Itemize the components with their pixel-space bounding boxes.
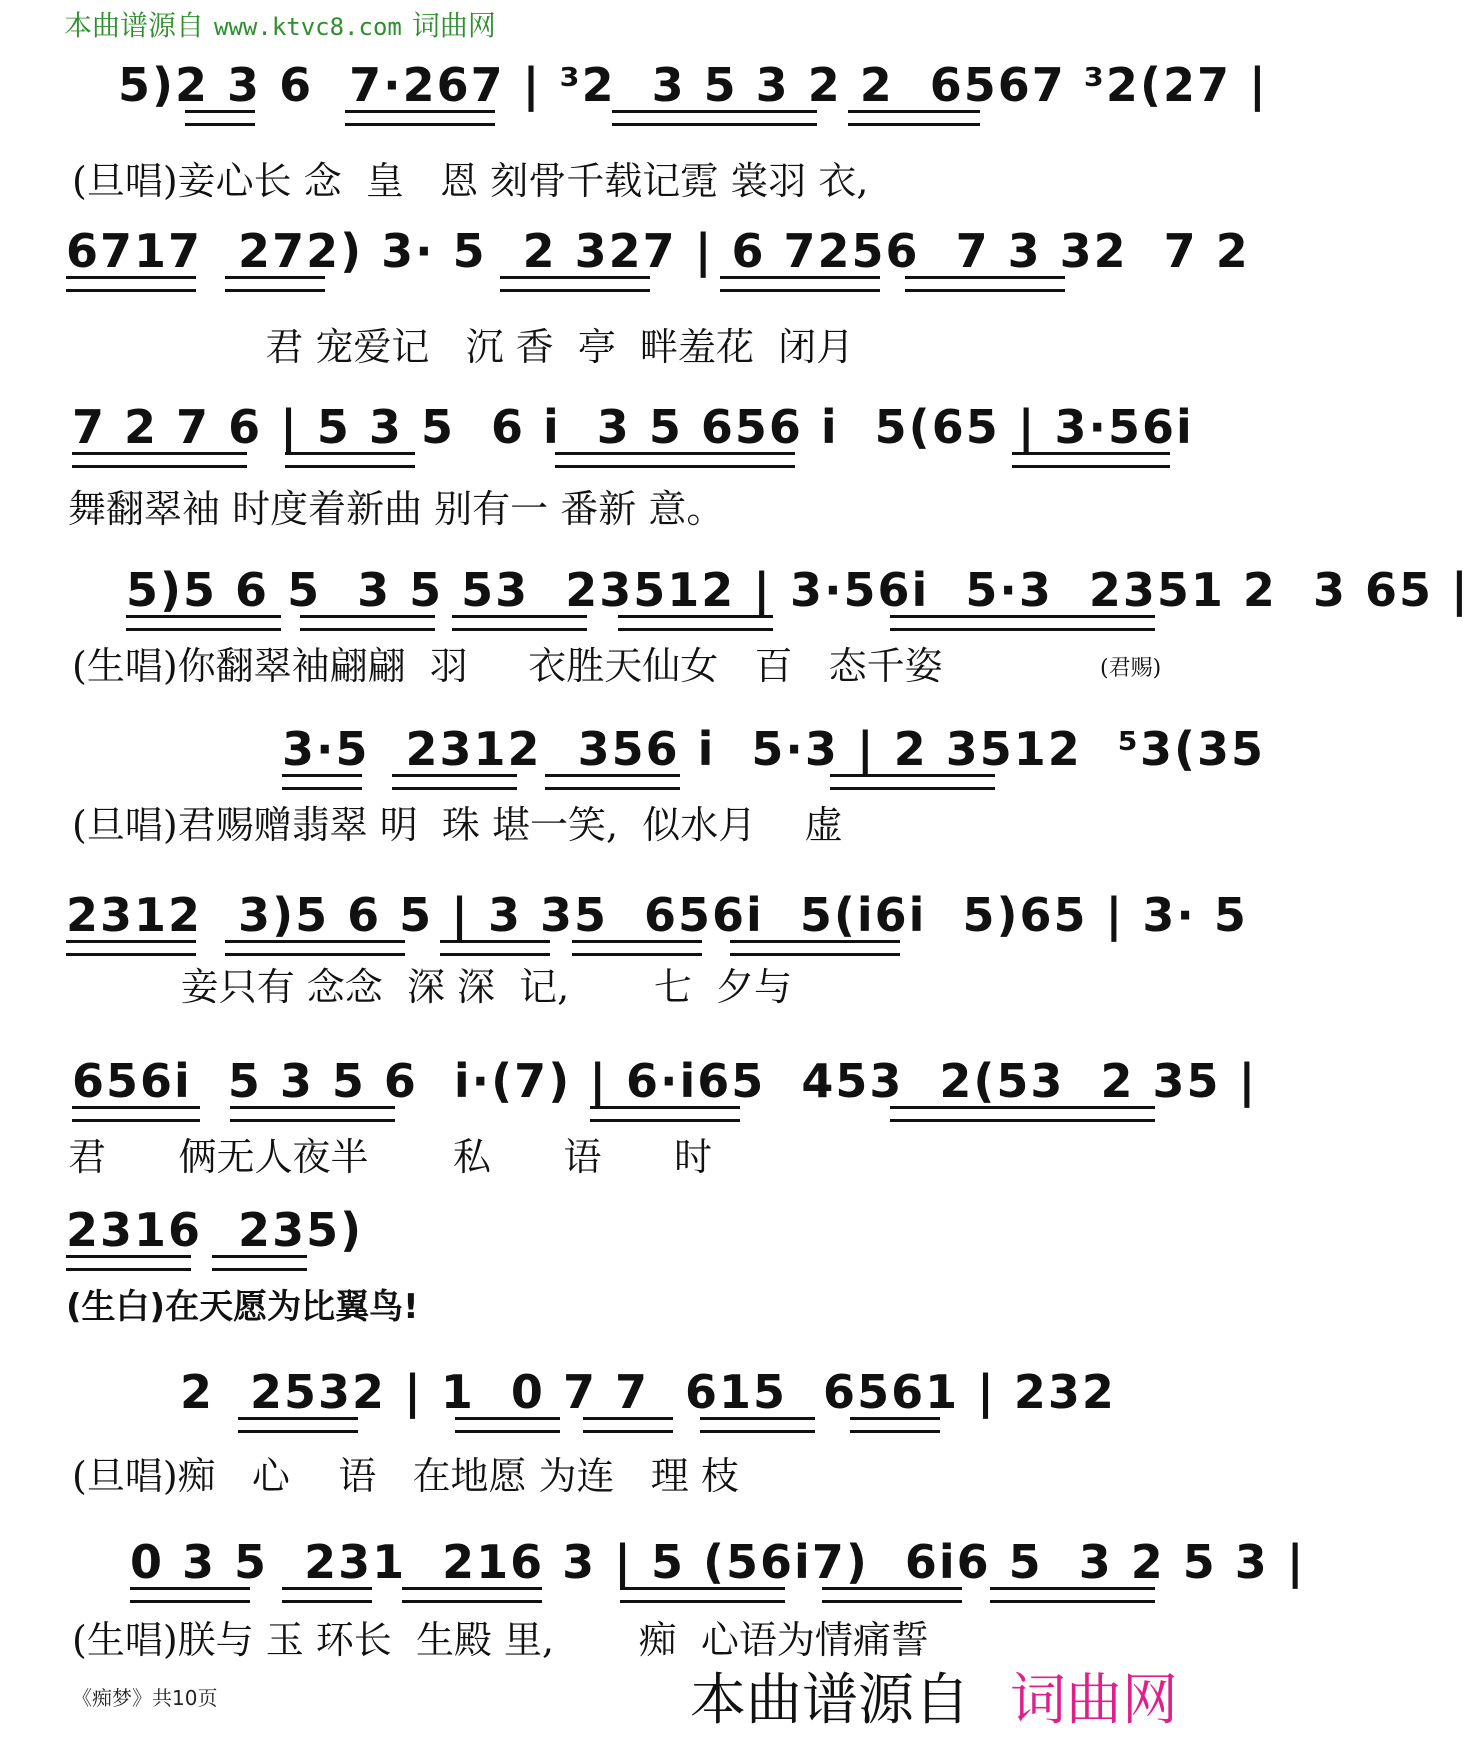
beam-lines: [545, 774, 680, 790]
lyric-line: (旦唱)妾心长 念 皇 恩 刻骨千载记霓 裳羽 衣,: [72, 159, 869, 203]
beam-lines: [282, 1587, 372, 1603]
annotation-small: (君赐): [1100, 656, 1162, 681]
beam-lines: [720, 276, 880, 292]
beam-lines: [230, 1106, 395, 1122]
beam-lines: [66, 940, 196, 956]
beam-lines: [225, 940, 405, 956]
beam-lines: [66, 276, 196, 292]
beam-lines: [890, 615, 1155, 631]
notation-line: 7 2 7 6 | 5 3 5 6 i 3 5 656 i 5(65 | 3·56i: [72, 400, 1194, 454]
lyric-line: (生唱)你翻翠袖翩翩 羽 衣胜天仙女 百 态千姿: [72, 644, 943, 688]
beam-lines: [612, 110, 817, 126]
beam-lines: [212, 1255, 307, 1271]
notation-line: 6717 272) 3· 5 2 327 | 6 7256 7 3 32 7 2: [66, 224, 1250, 278]
header-site-name: 词曲网: [411, 9, 496, 42]
header-source-text: 本曲谱源自: [64, 9, 205, 42]
lyric-line: 君 宠爱记 沉 香 亭 畔羞花 闭月: [72, 325, 855, 369]
beam-lines: [238, 1417, 358, 1433]
beam-lines: [130, 1587, 250, 1603]
notation-line: 2312 3)5 6 5 | 3 35 656i 5(i6i 5)65 | 3· 5: [66, 888, 1248, 942]
lyric-line: (旦唱)君赐赠翡翠 明 珠 堪一笑, 似水月 虚: [72, 803, 843, 847]
notation-line: 5)5 6 5 3 5 53 23512 | 3·56i 5·3 2351 2 3 65 |: [126, 563, 1470, 617]
footer-source-text: 本曲谱源自: [690, 1668, 970, 1733]
notation-line: 5)2 3 6 7·267 | ³2 3 5 3 2 2 6567 ³2(27 |: [118, 58, 1268, 112]
beam-lines: [850, 1417, 940, 1433]
beam-lines: [500, 276, 650, 292]
watermark-header: [64, 4, 496, 44]
beam-lines: [700, 1417, 815, 1433]
beam-lines: [455, 1417, 560, 1433]
beam-lines: [452, 615, 587, 631]
beam-lines: [990, 1587, 1155, 1603]
page-info: 《痴梦》共10页: [72, 1686, 218, 1710]
beam-lines: [590, 1106, 740, 1122]
lyric-line: (旦唱)痴 心 语 在地愿 为连 理 枝: [72, 1454, 739, 1498]
beam-lines: [618, 615, 773, 631]
beam-lines: [300, 615, 435, 631]
beam-lines: [72, 1106, 200, 1122]
spoken-line: (生白)在天愿为比翼鸟!: [66, 1287, 419, 1327]
beam-lines: [830, 774, 995, 790]
beam-lines: [185, 110, 255, 126]
notation-line: 656i 5 3 5 6 i·(7) | 6·i65 453 2(53 2 35 |: [72, 1054, 1258, 1108]
notation-line: 3·5 2312 356 i 5·3 | 2 3512 ⁵3(35: [282, 722, 1265, 776]
beam-lines: [730, 940, 900, 956]
beam-lines: [440, 940, 550, 956]
beam-lines: [620, 1587, 785, 1603]
footer-site-name: 词曲网: [1010, 1668, 1178, 1733]
notation-line: 2316 235): [66, 1203, 364, 1257]
beam-lines: [402, 1587, 542, 1603]
lyric-line: 妾只有 念念 深 深 记, 七 夕与: [72, 965, 792, 1009]
notation-line: 0 3 5 231 216 3 | 5 (56i7) 6i6 5 3 2 5 3 |: [130, 1535, 1306, 1589]
beam-lines: [848, 110, 980, 126]
lyric-line: 舞翻翠袖 时度着新曲 别有一 番新 意。: [68, 487, 725, 531]
beam-lines: [126, 615, 281, 631]
lyric-line: 君 俩无人夜半 私 语 时: [68, 1135, 712, 1179]
beam-lines: [285, 452, 415, 468]
beam-lines: [392, 774, 517, 790]
footer-watermark: [690, 1656, 1178, 1736]
beam-lines: [905, 276, 1065, 292]
beam-lines: [225, 276, 325, 292]
beam-lines: [282, 774, 362, 790]
beam-lines: [572, 940, 702, 956]
beam-lines: [890, 1106, 1155, 1122]
header-url: www.ktvc8.com: [214, 13, 402, 41]
beam-lines: [555, 452, 795, 468]
beam-lines: [1012, 452, 1170, 468]
notation-line: 2 2532 | 1 0 7 7 615 6561 | 232: [180, 1365, 1116, 1419]
beam-lines: [822, 1587, 962, 1603]
beam-lines: [66, 1255, 191, 1271]
beam-lines: [345, 110, 495, 126]
beam-lines: [72, 452, 247, 468]
beam-lines: [583, 1417, 673, 1433]
lyric-line: (生唱)朕与 玉 环长 生殿 里, 痴 心语为情痛誓: [72, 1618, 929, 1662]
